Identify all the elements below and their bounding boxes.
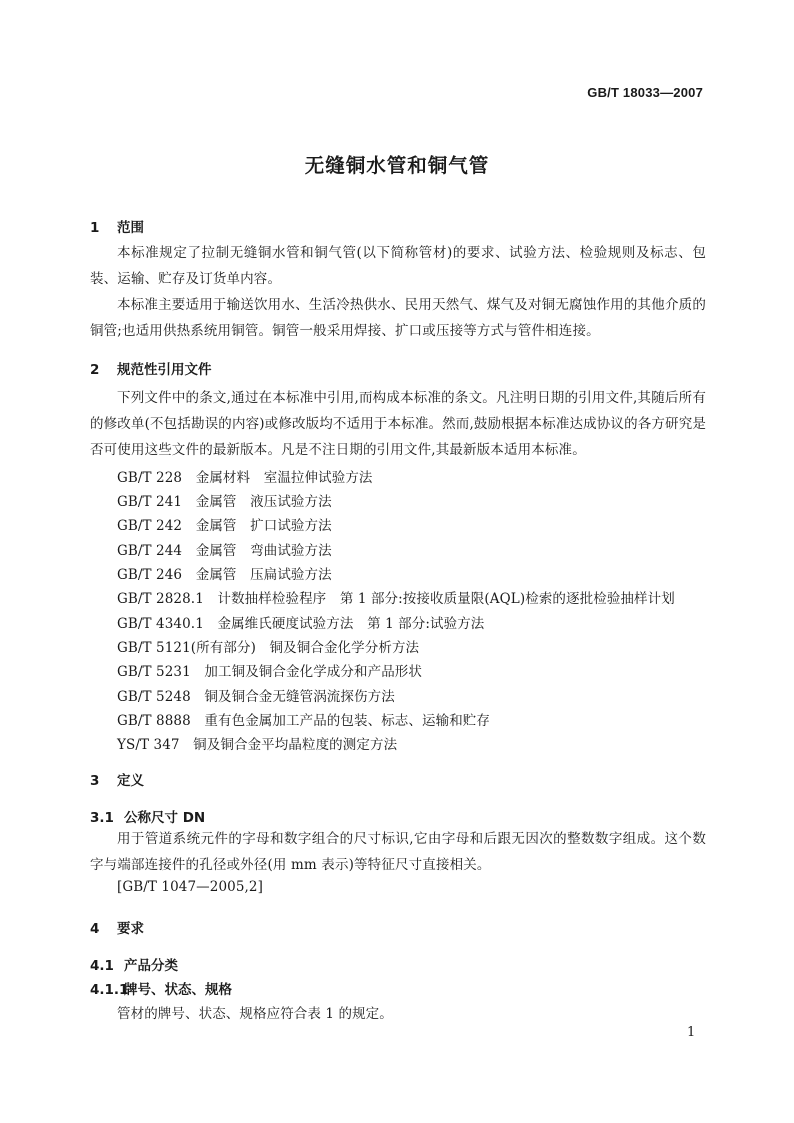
standard-number: GB/T 18033—2007 (587, 85, 703, 100)
section-4-heading (90, 917, 144, 937)
reference-item: YS/T 347 铜及铜合金平均晶粒度的测定方法 (117, 737, 398, 753)
section-number: 4.1 (90, 958, 114, 974)
page-number: 1 (687, 1025, 696, 1040)
citation: [GB/T 1047—2005,2] (117, 879, 263, 895)
document-title: 无缝铜水管和铜气管 (304, 154, 490, 177)
reference-item: GB/T 244 金属管 弯曲试验方法 (117, 543, 332, 559)
section-number: 3.1 (90, 810, 114, 826)
reference-item: GB/T 246 金属管 压扁试验方法 (117, 567, 332, 583)
section-1-paragraph-1: 本标准规定了拉制无缝铜水管和铜气管(以下简称管材)的要求、试验方法、检验规则及标志、包装、运输、贮存及订货单内容。 (90, 245, 706, 287)
section-3-heading (90, 769, 144, 789)
reference-item: GB/T 5121(所有部分) 铜及铜合金化学分析方法 (117, 640, 420, 656)
section-4-1-heading (90, 954, 178, 974)
section-number: 3 (90, 773, 100, 789)
section-number: 4.1.1 (90, 982, 129, 998)
reference-item: GB/T 4340.1 金属维氏硬度试验方法 第 1 部分:试验方法 (117, 616, 485, 632)
section-2-paragraph-1: 下列文件中的条文,通过在本标准中引用,而构成本标准的条文。凡注明日期的引用文件,其随后所有的修改单(不包括勘误的内容)或修改版均不适用于本标准。然而,鼓励根据本标准达成协议的各方研究是否可使用这些文件的最新版本。凡是不注日期的引用文件,其最新版本适用本标准。 (90, 390, 706, 458)
section-1-paragraph-2: 本标准主要适用于输送饮用水、生活冷热供水、民用天然气、煤气及对铜无腐蚀作用的其他介质的铜管;也适用供热系统用铜管。铜管一般采用焊接、扩口或压接等方式与管件相连接。 (90, 297, 706, 339)
section-number: 4 (90, 921, 100, 937)
section-number: 1 (90, 220, 100, 236)
section-title: 产品分类 (124, 958, 178, 974)
section-title: 规范性引用文件 (117, 362, 212, 378)
section-3-1-paragraph: 用于管道系统元件的字母和数字组合的尺寸标识,它由字母和后跟无因次的整数数字组成。这个数字与端部连接件的孔径或外径(用 mm 表示)等特征尺寸直接相关。 (90, 831, 706, 873)
reference-item: GB/T 8888 重有色金属加工产品的包装、标志、运输和贮存 (117, 713, 491, 729)
section-title: 定义 (117, 773, 144, 789)
section-3-1-heading (90, 806, 205, 826)
section-title: 要求 (117, 921, 144, 937)
reference-item: GB/T 242 金属管 扩口试验方法 (117, 518, 332, 534)
reference-item: GB/T 5248 铜及铜合金无缝管涡流探伤方法 (117, 689, 395, 705)
section-title: 牌号、状态、规格 (124, 982, 232, 998)
section-4-1-1-heading (90, 978, 232, 998)
reference-item: GB/T 241 金属管 液压试验方法 (117, 494, 332, 510)
reference-item: GB/T 5231 加工铜及铜合金化学成分和产品形状 (117, 664, 423, 680)
section-1-heading (90, 216, 144, 236)
reference-item: GB/T 228 金属材料 室温拉伸试验方法 (117, 470, 373, 486)
section-4-1-1-paragraph: 管材的牌号、状态、规格应符合表 1 的规定。 (117, 1006, 393, 1022)
section-title: 公称尺寸 DN (124, 810, 206, 826)
section-title: 范围 (117, 220, 144, 236)
reference-item: GB/T 2828.1 计数抽样检验程序 第 1 部分:按接收质量限(AQL)检索的逐批检验抽样计划 (117, 591, 675, 607)
section-number: 2 (90, 362, 100, 378)
section-2-heading (90, 358, 212, 378)
